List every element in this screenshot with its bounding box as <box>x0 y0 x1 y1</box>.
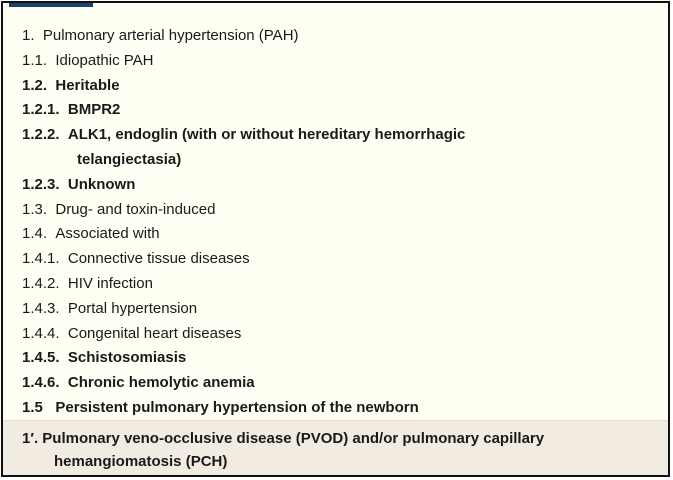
item-text: HIV infection <box>67 274 153 292</box>
footer-line-2: hemangiomatosis (PCH) <box>54 453 228 470</box>
item-number: 1.2. <box>22 76 56 94</box>
item-number: 1.1. <box>22 51 56 69</box>
item-number: 1.4. <box>22 225 56 243</box>
item-text: BMPR2 <box>67 101 121 119</box>
list-item <box>22 24 660 49</box>
list-item <box>22 49 660 74</box>
item-text: Chronic hemolytic anemia <box>67 374 255 392</box>
item-number: 1.4.3. <box>22 299 68 317</box>
item-text: Associated with <box>55 225 160 243</box>
item-text: Schistosomiasis <box>67 349 187 367</box>
list-item <box>22 247 660 272</box>
list-item <box>22 396 660 421</box>
item-number: 1.4.6. <box>22 374 68 392</box>
list-item <box>22 322 660 347</box>
list-item <box>22 222 660 247</box>
item-number: 1.3. <box>22 200 56 218</box>
item-number: 1.4.1. <box>22 250 68 268</box>
corner-accent <box>9 3 93 7</box>
item-text-continuation: telangiectasia) <box>77 150 182 168</box>
item-number: 1.2.3. <box>22 175 68 193</box>
list-item <box>22 98 660 123</box>
item-text: Portal hypertension <box>67 299 198 317</box>
list-item <box>22 74 660 99</box>
item-number: 1.4.4. <box>22 324 68 342</box>
item-text: Congenital heart diseases <box>67 324 242 342</box>
footer-line-1: 1′. Pulmonary veno-occlusive disease (PVOD) and/or pulmonary capillary <box>22 430 545 447</box>
list-item <box>22 123 660 148</box>
classification-list <box>22 24 660 421</box>
list-item <box>22 198 660 223</box>
item-number: 1.4.5. <box>22 349 68 367</box>
item-number: 1.2.2. <box>22 126 68 144</box>
item-text: Persistent pulmonary hypertension of the newborn <box>55 398 419 416</box>
list-item <box>22 371 660 396</box>
item-number: 1.4.2. <box>22 274 68 292</box>
list-item <box>22 272 660 297</box>
list-item <box>22 346 660 371</box>
item-text: Drug- and toxin-induced <box>55 200 216 218</box>
item-text: ALK1, endoglin (with or without hereditary hemorrhagic <box>67 126 466 144</box>
item-text: Idiopathic PAH <box>55 51 154 69</box>
item-text: Pulmonary arterial hypertension (PAH) <box>42 27 299 44</box>
item-text: Connective tissue diseases <box>67 250 250 268</box>
list-item <box>22 173 660 198</box>
item-text: Unknown <box>67 175 136 193</box>
item-text: Heritable <box>55 76 120 94</box>
item-number: 1. <box>22 27 43 44</box>
item-number: 1.2.1. <box>22 101 68 119</box>
footer-item <box>22 427 544 473</box>
item-number: 1.5 <box>22 398 56 416</box>
classification-panel <box>1 1 670 477</box>
list-item <box>22 297 660 322</box>
